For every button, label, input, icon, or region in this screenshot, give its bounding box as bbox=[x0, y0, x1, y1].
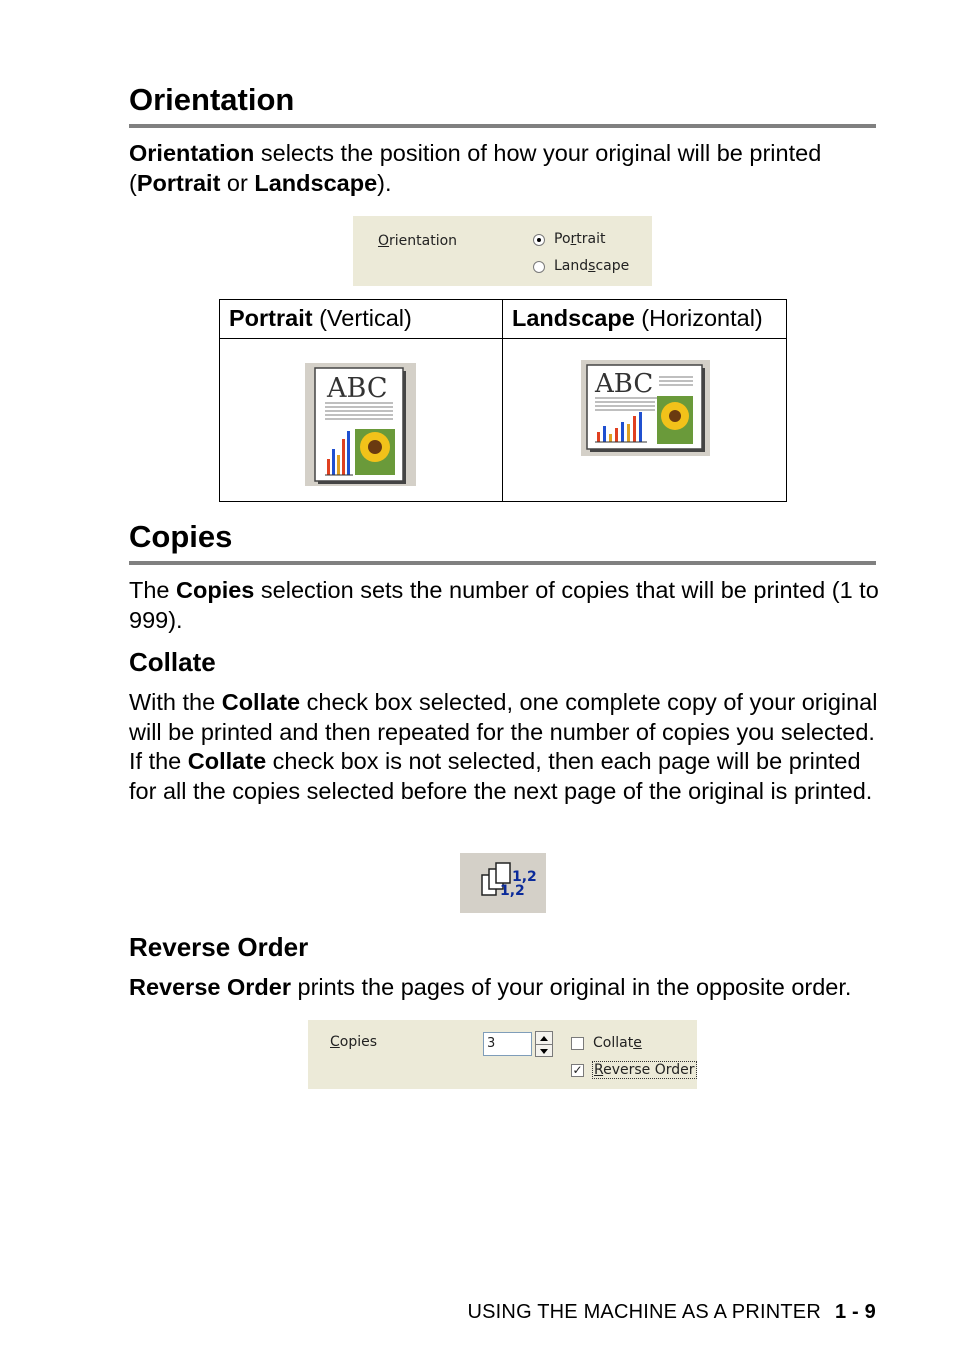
landscape-page-icon bbox=[581, 360, 710, 456]
reverse-order-checkbox-label[interactable]: Reverse Order bbox=[594, 1062, 695, 1078]
footer-section-title: USING THE MACHINE AS A PRINTER bbox=[467, 1301, 821, 1323]
copies-spinner[interactable] bbox=[535, 1031, 553, 1057]
collate-pages-icon bbox=[460, 853, 546, 913]
landscape-header: Landscape (Horizontal) bbox=[503, 300, 787, 339]
portrait-page-icon bbox=[305, 363, 416, 486]
collate-checkbox[interactable] bbox=[571, 1037, 584, 1050]
orientation-label: Orientation bbox=[378, 233, 458, 249]
spin-up-button[interactable] bbox=[536, 1032, 552, 1045]
page-footer bbox=[467, 1301, 876, 1324]
portrait-image-cell bbox=[220, 339, 503, 502]
orientation-table bbox=[219, 299, 787, 502]
landscape-image-cell bbox=[503, 339, 787, 502]
orientation-dialog bbox=[353, 216, 652, 286]
orientation-description: Orientation selects the position of how your original will be printed (Portrait or Landscape). bbox=[129, 140, 822, 196]
section-rule bbox=[129, 561, 876, 565]
collate-label-top: 1,2 bbox=[512, 869, 537, 885]
copies-dialog bbox=[308, 1020, 697, 1089]
portrait-radio-label[interactable]: Portrait bbox=[554, 231, 606, 247]
reverse-order-checkbox[interactable]: ✓ bbox=[572, 1063, 583, 1077]
arrow-down-icon bbox=[536, 1046, 552, 1057]
abc-text: ABC bbox=[595, 369, 654, 399]
landscape-radio[interactable] bbox=[533, 261, 545, 273]
copies-label: Copies bbox=[330, 1034, 378, 1050]
arrow-up-icon bbox=[536, 1033, 552, 1044]
sunflower-icon bbox=[661, 402, 689, 430]
reverse-order-heading: Reverse Order bbox=[129, 932, 309, 962]
copies-heading: Copies bbox=[129, 519, 233, 554]
landscape-radio-label[interactable]: Landscape bbox=[554, 258, 630, 274]
collate-heading: Collate bbox=[129, 647, 216, 677]
portrait-header: Portrait (Vertical) bbox=[220, 300, 503, 339]
spin-down-button[interactable] bbox=[536, 1045, 552, 1057]
sunflower-icon bbox=[360, 432, 390, 462]
collate-icon bbox=[460, 853, 546, 913]
collate-description: With the Collate check box selected, one complete copy of your original will be printed and then repeated for the number of copies you selected. If the Collate check box is not selected, then each page will be printed for all the copies selected before the next page of the original is printed. bbox=[129, 689, 878, 804]
collate-label-bottom: 1,2 bbox=[500, 883, 525, 899]
reverse-order-description: Reverse Order prints the pages of your original in the opposite order. bbox=[129, 974, 852, 1000]
abc-text: ABC bbox=[327, 373, 388, 404]
copies-description: The Copies selection sets the number of copies that will be printed (1 to 999). bbox=[129, 577, 879, 633]
collate-checkbox-label[interactable]: Collate bbox=[593, 1035, 642, 1051]
section-rule bbox=[129, 124, 876, 128]
orientation-heading: Orientation bbox=[129, 82, 295, 117]
copies-input[interactable]: 3 bbox=[483, 1032, 532, 1056]
page-number: 1 - 9 bbox=[834, 1301, 876, 1323]
portrait-radio[interactable] bbox=[533, 234, 545, 246]
